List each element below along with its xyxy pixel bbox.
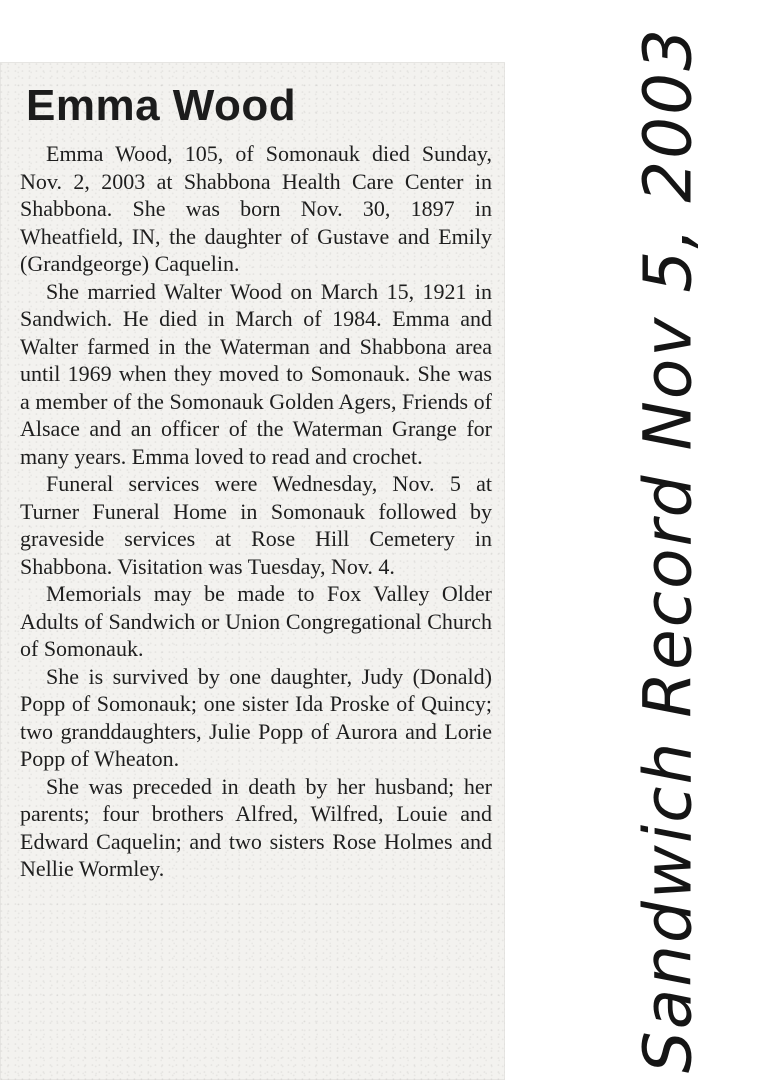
obituary-paragraph: Memorials may be made to Fox Valley Older Adults of Sandwich or Union Congregational Church of Somonauk. [20, 581, 492, 661]
obituary-headline: Emma Wood [26, 81, 297, 130]
handwritten-note-text: Sandwich Record Nov 5, 2003 [629, 26, 707, 1074]
obituary-paragraph: Emma Wood, 105, of Somonauk died Sunday, Nov. 2, 2003 at Shabbona Health Care Center in Shabbona. She was born Nov. 30, 1897 in Wheatfield, IN, the daughter of Gustave and Emily (Grandgeorge) Caquelin. [20, 141, 492, 276]
obituary-paragraph: Funeral services were Wednesday, Nov. 5 at Turner Funeral Home in Somonauk followed by graveside services at Rose Hill Cemetery in Shabbona. Visitation was Tuesday, Nov. 4. [20, 471, 492, 579]
obituary-body [20, 140, 492, 883]
obituary-paragraph: She married Walter Wood on March 15, 1921 in Sandwich. He died in March of 1984. Emma and Walter farmed in the Waterman and Shabbona area until 1969 when they moved to Somonauk. She was a member of the Somonauk Golden Agers, Friends of Alsace and an officer of the Waterman Grange for many years. Emma loved to read and crochet. [20, 278, 492, 469]
obituary-paragraph: She is survived by one daughter, Judy (Donald) Popp of Somonauk; one sister Ida Proske of Quincy; two granddaughters, Julie Popp of Aurora and Lorie Popp of Wheaton. [20, 663, 492, 771]
obituary-paragraph: She was preceded in death by her husband; her parents; four brothers Alfred, Wilfred, Louie and Edward Caquelin; and two sisters Rose Holmes and Nellie Wormley. [20, 773, 492, 881]
